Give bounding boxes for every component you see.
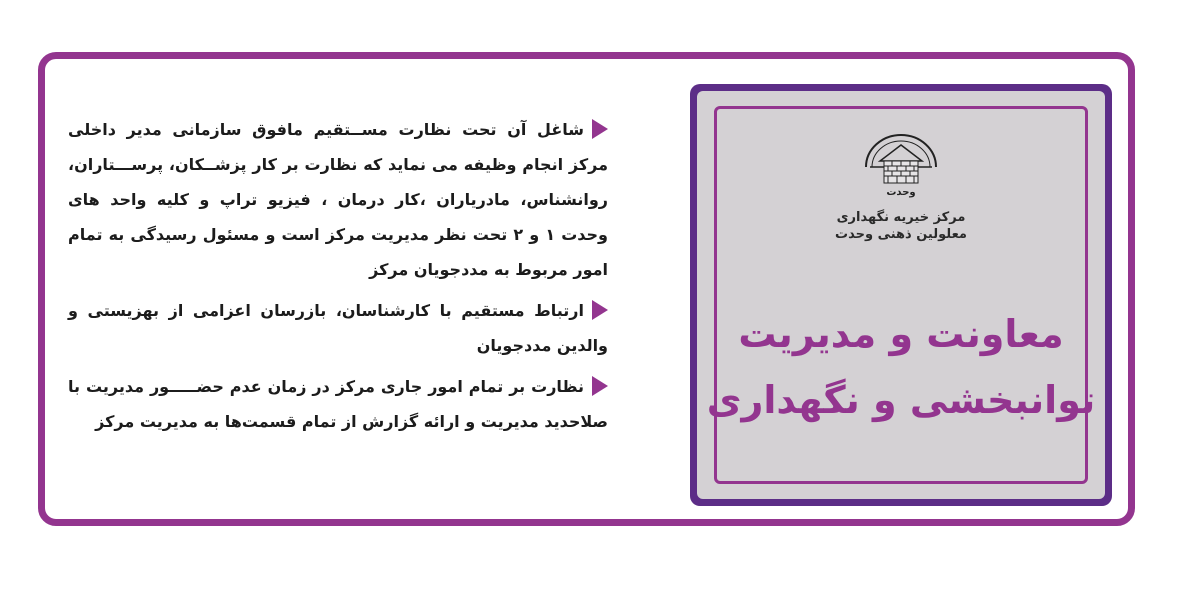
organization-name-line2: معلولین ذهنی وحدت: [835, 227, 967, 242]
organization-name-line1: مرکز خیریه نگهداری: [836, 210, 966, 225]
page-title: [697, 301, 1105, 433]
title-panel-inner: [697, 91, 1105, 499]
duty-text: شاغل آن تحت نظارت مســتقیم مافوق سازمانی مدیر داخلی مرکز انجام وظیفه می نماید که نظارت بر کار پزشــکان، پرســـتاران، روانشناس، مادریاران ،کار درمان ، فیزیو تراپ و کلیه واحد های وحدت ۱ و ۲ تحت نظر مدیریت مرکز است و مسئول رسیدگی به تمام امور مربوط به مددجویان مرکز: [68, 120, 608, 279]
bullet-triangle-icon: [592, 119, 608, 139]
duties-list: [68, 112, 608, 445]
title-line2: توانبخشی و نگهداری: [706, 378, 1096, 422]
duty-item: [68, 369, 608, 439]
logo-text: وحدت: [886, 187, 916, 198]
duty-text: ارتباط مستقیم با کارشناسان، بازرسان اعزامی از بهزیستی و والدین مددجویان: [68, 301, 608, 355]
duty-item: [68, 293, 608, 363]
duty-text: نظارت بر تمام امور جاری مرکز در زمان عدم حضـــــور مدیریت با صلاحدید مدیریت و ارائه گزارش از تمام قسمت‌ها به مدیریت مرکز: [68, 377, 608, 431]
bullet-triangle-icon: [592, 376, 608, 396]
title-panel: [690, 84, 1112, 506]
bullet-triangle-icon: [592, 300, 608, 320]
title-line1: معاونت و مدیریت: [738, 312, 1064, 356]
organization-name: [797, 209, 1005, 243]
organization-logo: [862, 131, 940, 201]
duty-item: [68, 112, 608, 287]
